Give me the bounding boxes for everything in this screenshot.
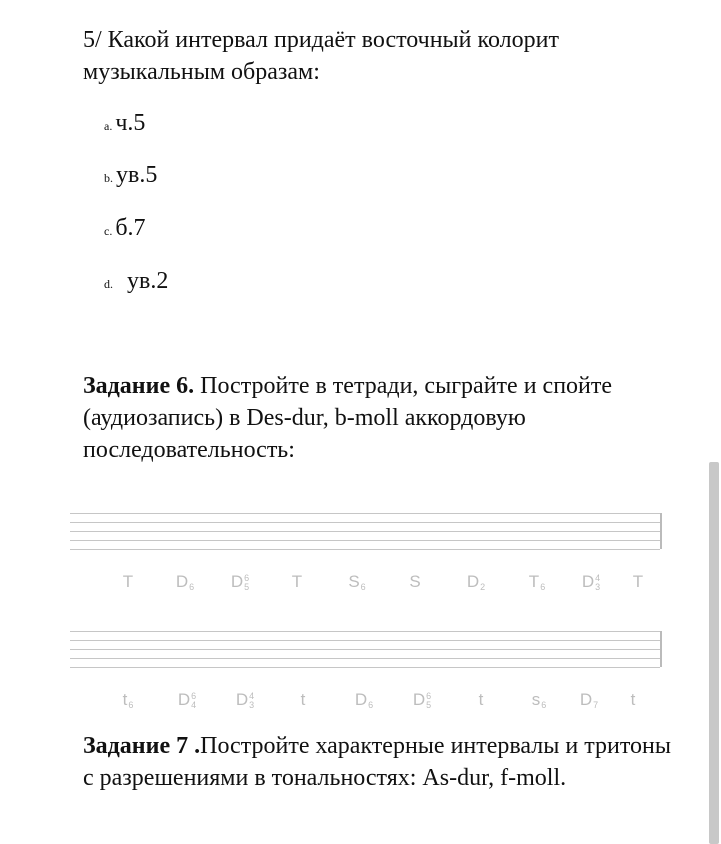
chord-label bbox=[176, 572, 194, 592]
chord-function: D bbox=[581, 572, 595, 591]
chord-function: S bbox=[348, 572, 360, 591]
chord-label bbox=[413, 690, 431, 710]
chord-sub: 6 bbox=[128, 699, 134, 710]
chord-label bbox=[178, 690, 196, 710]
chord-sup: 6 bbox=[244, 572, 250, 583]
chord-label bbox=[231, 572, 249, 592]
option-letter: d. bbox=[104, 277, 113, 291]
chord-figures bbox=[189, 574, 194, 592]
chord-function: T bbox=[528, 572, 540, 591]
chord-function: D bbox=[466, 572, 480, 591]
chord-figures bbox=[593, 692, 598, 710]
chord-sub: 3 bbox=[249, 699, 255, 710]
chord-function: D bbox=[177, 690, 191, 709]
chord-label bbox=[123, 572, 133, 592]
chord-figures bbox=[480, 574, 485, 592]
chord-sup: 4 bbox=[249, 690, 255, 701]
chord-function: T bbox=[291, 572, 303, 591]
chord-label bbox=[348, 572, 365, 592]
chord-sub: 6 bbox=[360, 581, 366, 592]
chord-sup: 4 bbox=[595, 572, 601, 583]
chord-sub: 6 bbox=[541, 699, 547, 710]
chord-sub: 5 bbox=[244, 581, 250, 592]
chord-function: t bbox=[478, 690, 484, 709]
music-staff-2 bbox=[70, 631, 662, 667]
chord-label bbox=[479, 690, 484, 710]
chord-figures bbox=[361, 574, 366, 592]
chord-function: D bbox=[230, 572, 244, 591]
task-6-body: Постройте в тетради, сыграйте и спойте (аудиозапись) в Des-dur, b-moll аккордовую последовательность: bbox=[83, 373, 613, 463]
option-d[interactable] bbox=[104, 268, 168, 295]
task-6-heading: Задание 6. bbox=[83, 373, 195, 399]
chord-sub: 5 bbox=[426, 699, 432, 710]
chord-figures bbox=[191, 692, 196, 710]
option-a[interactable] bbox=[104, 110, 145, 137]
chord-label bbox=[580, 690, 598, 710]
chord-sub: 4 bbox=[191, 699, 197, 710]
task-6-text bbox=[83, 370, 663, 466]
chord-figures bbox=[368, 692, 373, 710]
chord-label bbox=[532, 690, 547, 710]
chord-sup: 6 bbox=[191, 690, 197, 701]
chord-figures bbox=[128, 692, 133, 710]
chord-function: D bbox=[175, 572, 189, 591]
chord-label bbox=[292, 572, 302, 592]
chord-function: D bbox=[412, 690, 426, 709]
chord-label bbox=[236, 690, 254, 710]
chord-label bbox=[301, 690, 306, 710]
chord-function: S bbox=[409, 572, 421, 591]
chord-sub: 2 bbox=[480, 581, 486, 592]
chord-label bbox=[631, 690, 636, 710]
chord-sub: 6 bbox=[368, 699, 374, 710]
chord-function: T bbox=[122, 572, 134, 591]
question-5-text: 5/ Какой интервал придаёт восточный колорит музыкальным образам: bbox=[83, 27, 559, 85]
music-staff-1 bbox=[70, 513, 662, 549]
task-7-text bbox=[83, 730, 673, 794]
chord-label bbox=[355, 690, 373, 710]
task-7-heading: Задание 7 . bbox=[83, 733, 201, 759]
chord-label bbox=[409, 572, 420, 592]
task-7-body: Постройте характерные интервалы и тритоны с разрешениями в тональностях: As-dur, f-moll. bbox=[83, 733, 671, 791]
option-text: ч.5 bbox=[115, 110, 146, 136]
chord-label bbox=[467, 572, 485, 592]
chord-figures bbox=[540, 574, 545, 592]
chord-function: T bbox=[632, 572, 644, 591]
chord-figures bbox=[249, 692, 254, 710]
option-c[interactable] bbox=[104, 215, 146, 242]
chord-sub: 6 bbox=[189, 581, 195, 592]
option-letter: a. bbox=[104, 119, 113, 133]
option-letter: c. bbox=[104, 224, 113, 238]
chord-label bbox=[582, 572, 600, 592]
option-text: б.7 bbox=[115, 215, 146, 241]
chord-sub: 6 bbox=[540, 581, 546, 592]
chord-figures bbox=[541, 692, 546, 710]
chord-figures bbox=[244, 574, 249, 592]
chord-label bbox=[123, 690, 134, 710]
chord-function: D bbox=[579, 690, 593, 709]
chord-function: D bbox=[354, 690, 368, 709]
chord-sub: 7 bbox=[593, 699, 599, 710]
option-text: ув.2 bbox=[127, 268, 169, 294]
chord-sup: 6 bbox=[426, 690, 432, 701]
option-text: ув.5 bbox=[116, 162, 158, 188]
chord-function: s bbox=[531, 690, 541, 709]
chord-label bbox=[529, 572, 545, 592]
chord-label bbox=[633, 572, 643, 592]
scrollbar[interactable] bbox=[709, 462, 719, 844]
option-b[interactable] bbox=[104, 162, 157, 189]
chord-function: t bbox=[122, 690, 128, 709]
chord-function: t bbox=[300, 690, 306, 709]
chord-function: t bbox=[630, 690, 636, 709]
option-letter: b. bbox=[104, 171, 113, 185]
chord-figures bbox=[426, 692, 431, 710]
chord-sub: 3 bbox=[595, 581, 601, 592]
chord-figures bbox=[595, 574, 600, 592]
chord-function: D bbox=[235, 690, 249, 709]
